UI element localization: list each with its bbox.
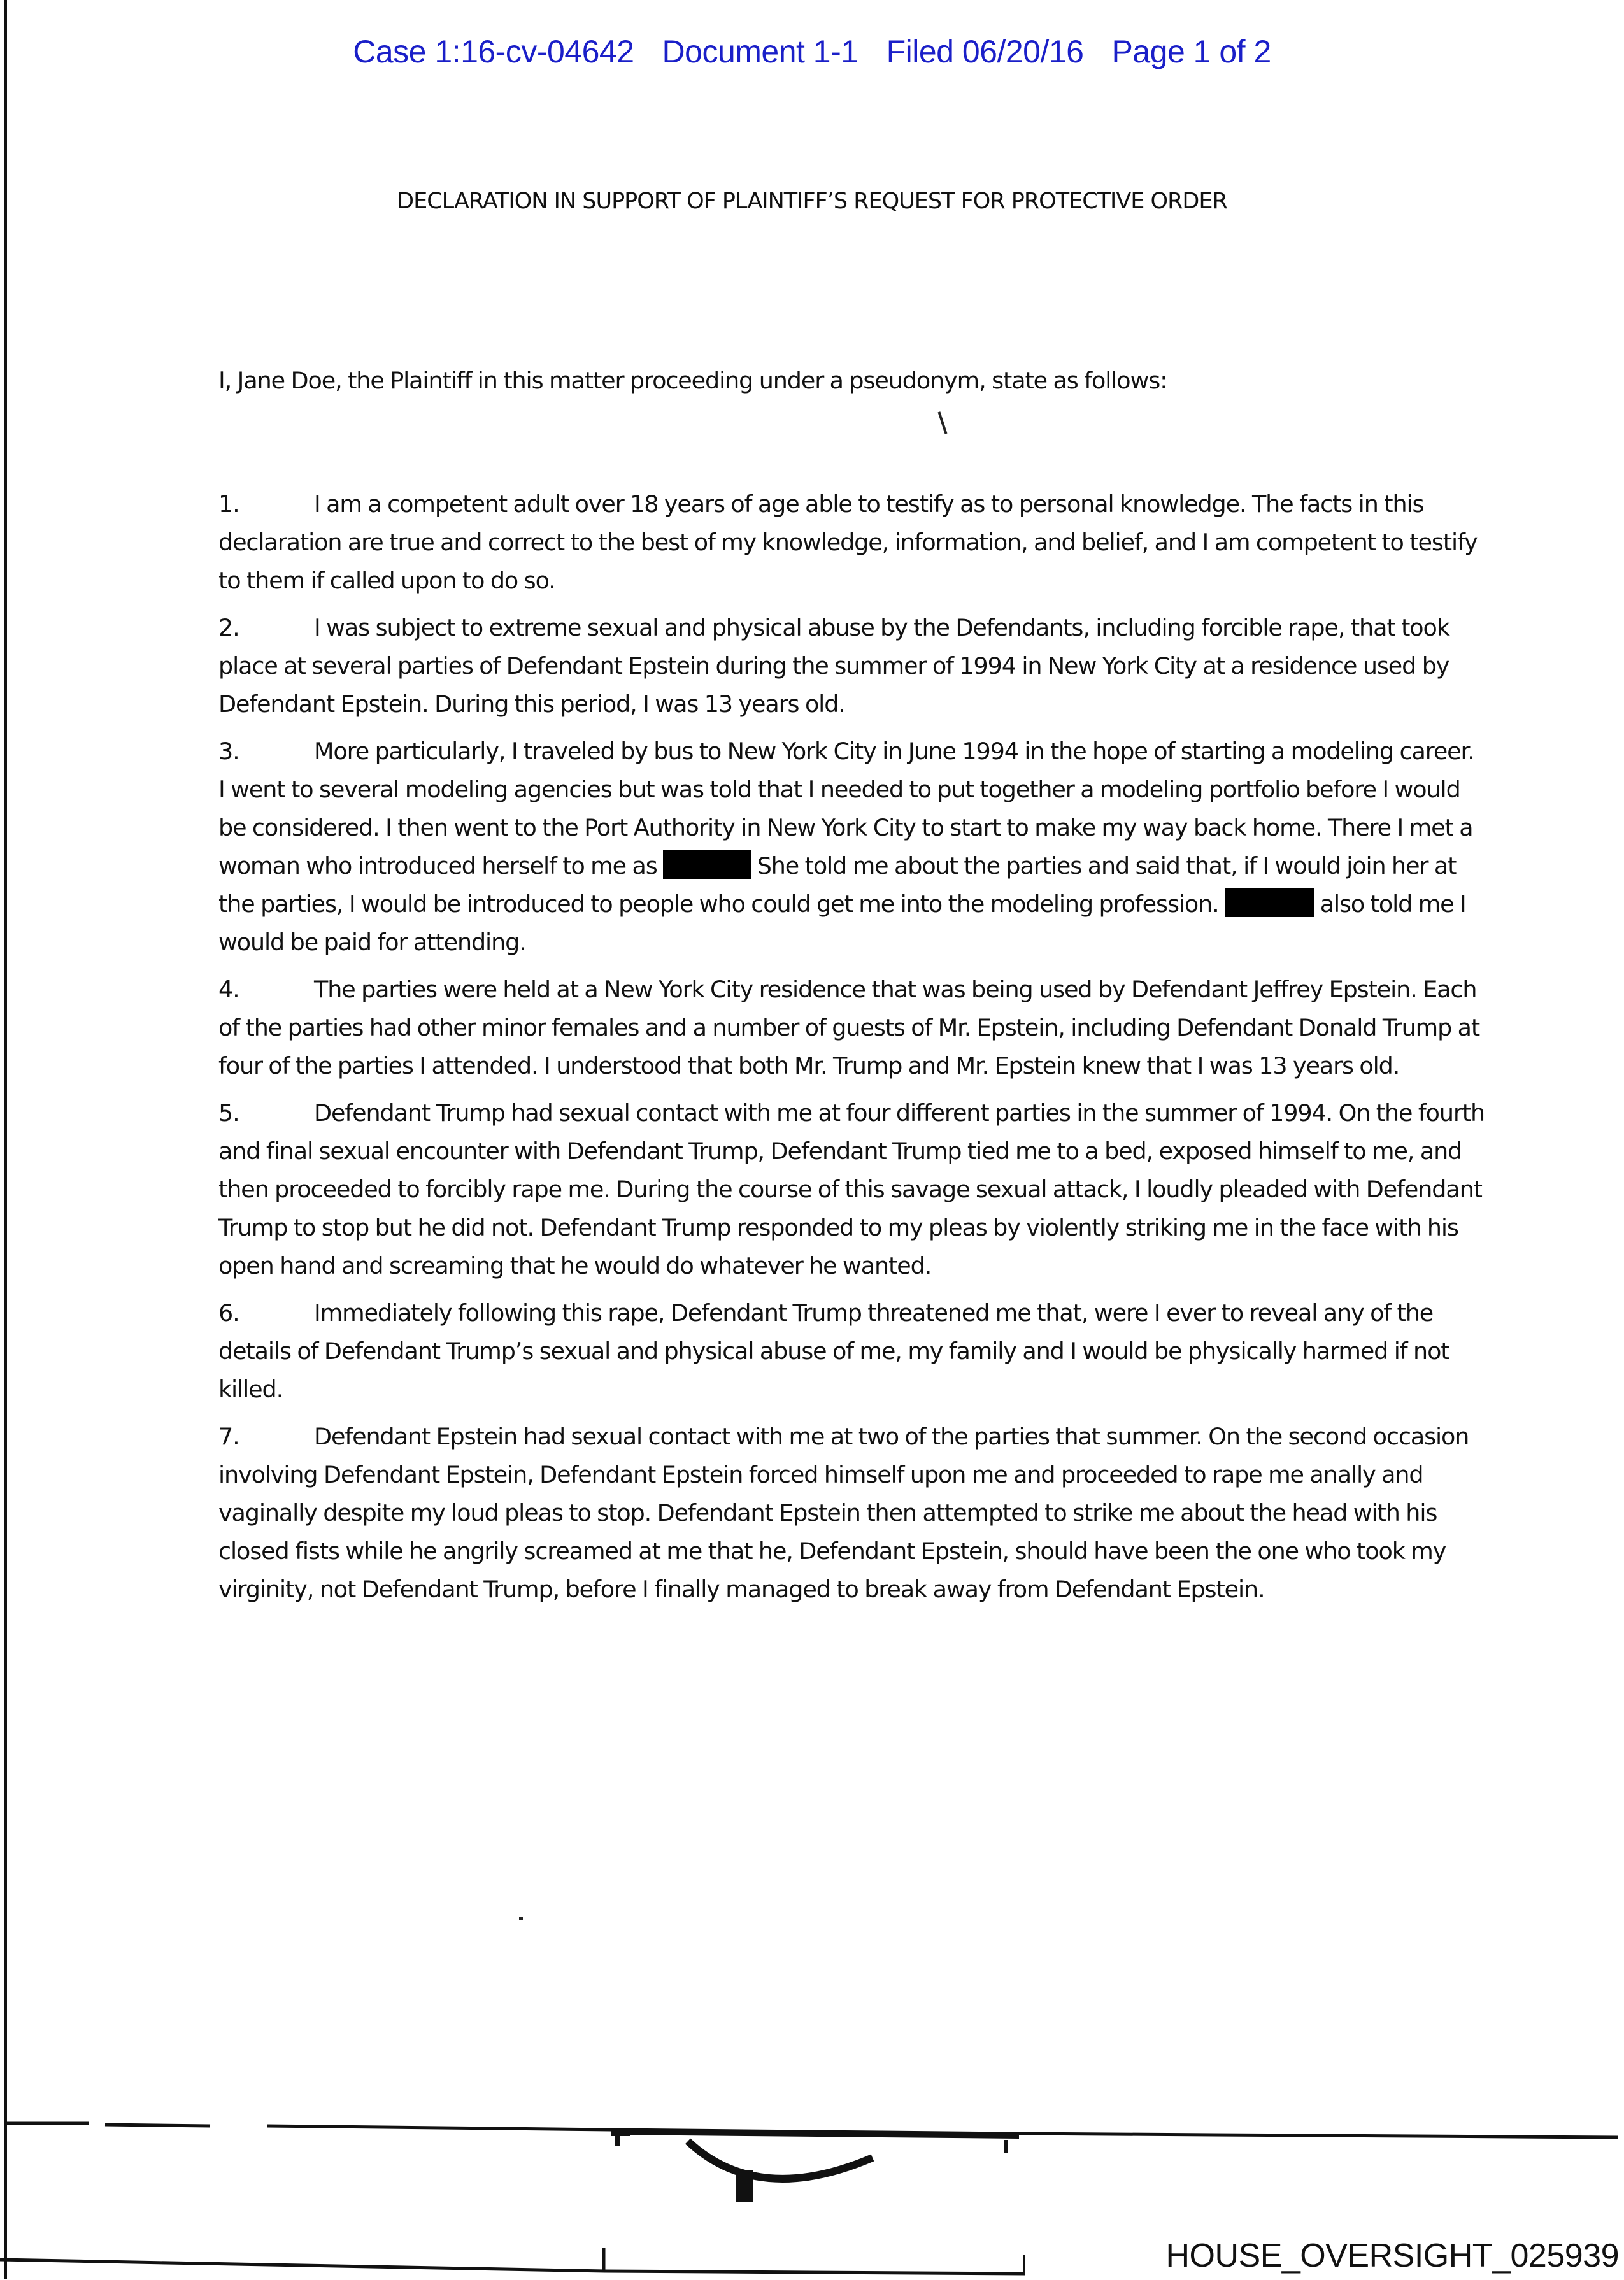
document-title: DECLARATION IN SUPPORT OF PLAINTIFF’S REQUEST FOR PROTECTIVE ORDER <box>397 189 1227 214</box>
paragraph-3 <box>218 732 1486 962</box>
paragraph-number: 6. <box>218 1299 239 1327</box>
paragraph-5 <box>218 1094 1486 1285</box>
clip-tab <box>736 2170 753 2202</box>
paragraph-text: Defendant Trump had sexual contact with me at four different parties in the summer of 1994. On the fourth and final sexual encounter with Defendant Trump, Defendant Trump tied me to a bed, exposed himself to me, and then proceeded to forcibly rape me. During the course of this savage sexual attack, I loudly pleaded with Defendant Trump to stop but he did not. Defendant Trump responded to my pleas by violently striking me in the face with his open hand and screaming that he would do whatever he wanted. <box>218 1099 1485 1279</box>
case-number: Case 1:16-cv-04642 <box>353 34 634 69</box>
case-header <box>0 33 1624 70</box>
paragraph-text-part-a: More particularly, I traveled by bus to New York City in June 1994 in the hope of starting a modeling career. I went to several modeling agencies but was told that I needed to put together a modeling portfolio before I would be considered. I then went to the Port Authority in New York City to start to make my way back home. There I met a woman who introduced herself to me as <box>218 737 1474 880</box>
paragraph-text: I was subject to extreme sexual and physical abuse by the Defendants, including forcible rape, that took place at several parties of Defendant Epstein during the summer of 1994 in New York City at a residence used by Defendant Epstein. During this period, I was 13 years old. <box>218 614 1449 718</box>
paragraph-7 <box>218 1418 1486 1609</box>
paragraph-text-part-c: also told me I would be paid for attending. <box>218 890 1466 956</box>
paragraph-number: 3. <box>218 737 239 765</box>
paragraph-number: 5. <box>218 1099 239 1127</box>
paragraph-text-part-b: She told me about the parties and said that, if I would join her at the parties, I would be introduced to people who could get me into the modeling profession. <box>218 852 1457 918</box>
scan-edge-line <box>4 0 7 2279</box>
document-number: Document 1-1 <box>662 34 858 69</box>
paragraph-4 <box>218 971 1486 1085</box>
paragraph-1 <box>218 485 1486 600</box>
declaration-paragraphs <box>218 485 1486 1618</box>
paragraph-text: Immediately following this rape, Defendant Trump threatened me that, were I ever to reveal any of the details of Defendant Trump’s sexual and physical abuse of me, my family and I would be physically harmed if not killed. <box>218 1299 1449 1403</box>
filed-date: Filed 06/20/16 <box>886 34 1084 69</box>
scan-artifact-mark <box>938 411 948 434</box>
clip-arc <box>688 2141 873 2179</box>
redaction-box <box>1225 888 1314 917</box>
paragraph-text: Defendant Epstein had sexual contact with me at two of the parties that summer. On the second occasion involving Defendant Epstein, Defendant Epstein forced himself upon me and proceeded to rape me anally and vaginally despite my loud pleas to stop. Defendant Epstein then attempted to strike me about the head with his closed fists while he angrily screamed at me that he, Defendant Epstein, should have been the one who took my virginity, not Defendant Trump, before I finally managed to break away from Defendant Epstein. <box>218 1423 1469 1603</box>
page-indicator: Page 1 of 2 <box>1111 34 1271 69</box>
bates-number: HOUSE_OVERSIGHT_025939 <box>1165 2237 1619 2274</box>
paragraph-text: I am a competent adult over 18 years of age able to testify as to personal knowledge. The facts in this declaration are true and correct to the best of my knowledge, information, and belief, and I am competent to testify to them if called upon to do so. <box>218 490 1478 594</box>
paragraph-2 <box>218 609 1486 723</box>
redaction-box <box>663 850 751 879</box>
paragraph-6 <box>218 1294 1486 1409</box>
clip-left-post <box>611 2131 630 2146</box>
paragraph-number: 2. <box>218 614 239 641</box>
paragraph-text: The parties were held at a New York City residence that was being used by Defendant Jeffrey Epstein. Each of the parties had other minor females and a number of guests of Mr. Epstein, including Defendant Donald Trump at four of the parties I attended. I understood that both Mr. Trump and Mr. Epstein knew that I was 13 years old. <box>218 976 1480 1079</box>
scan-artifact-dot <box>519 1917 523 1920</box>
paragraph-number: 1. <box>218 490 239 518</box>
paragraph-number: 4. <box>218 976 239 1003</box>
scan-artifact-bottom-rule <box>0 2229 1032 2280</box>
rule-line <box>0 2260 1025 2274</box>
intro-statement: I, Jane Doe, the Plaintiff in this matter proceeding under a pseudonym, state as follows: <box>218 367 1167 394</box>
paragraph-number: 7. <box>218 1423 239 1450</box>
scan-artifact-clip <box>605 2127 1051 2210</box>
